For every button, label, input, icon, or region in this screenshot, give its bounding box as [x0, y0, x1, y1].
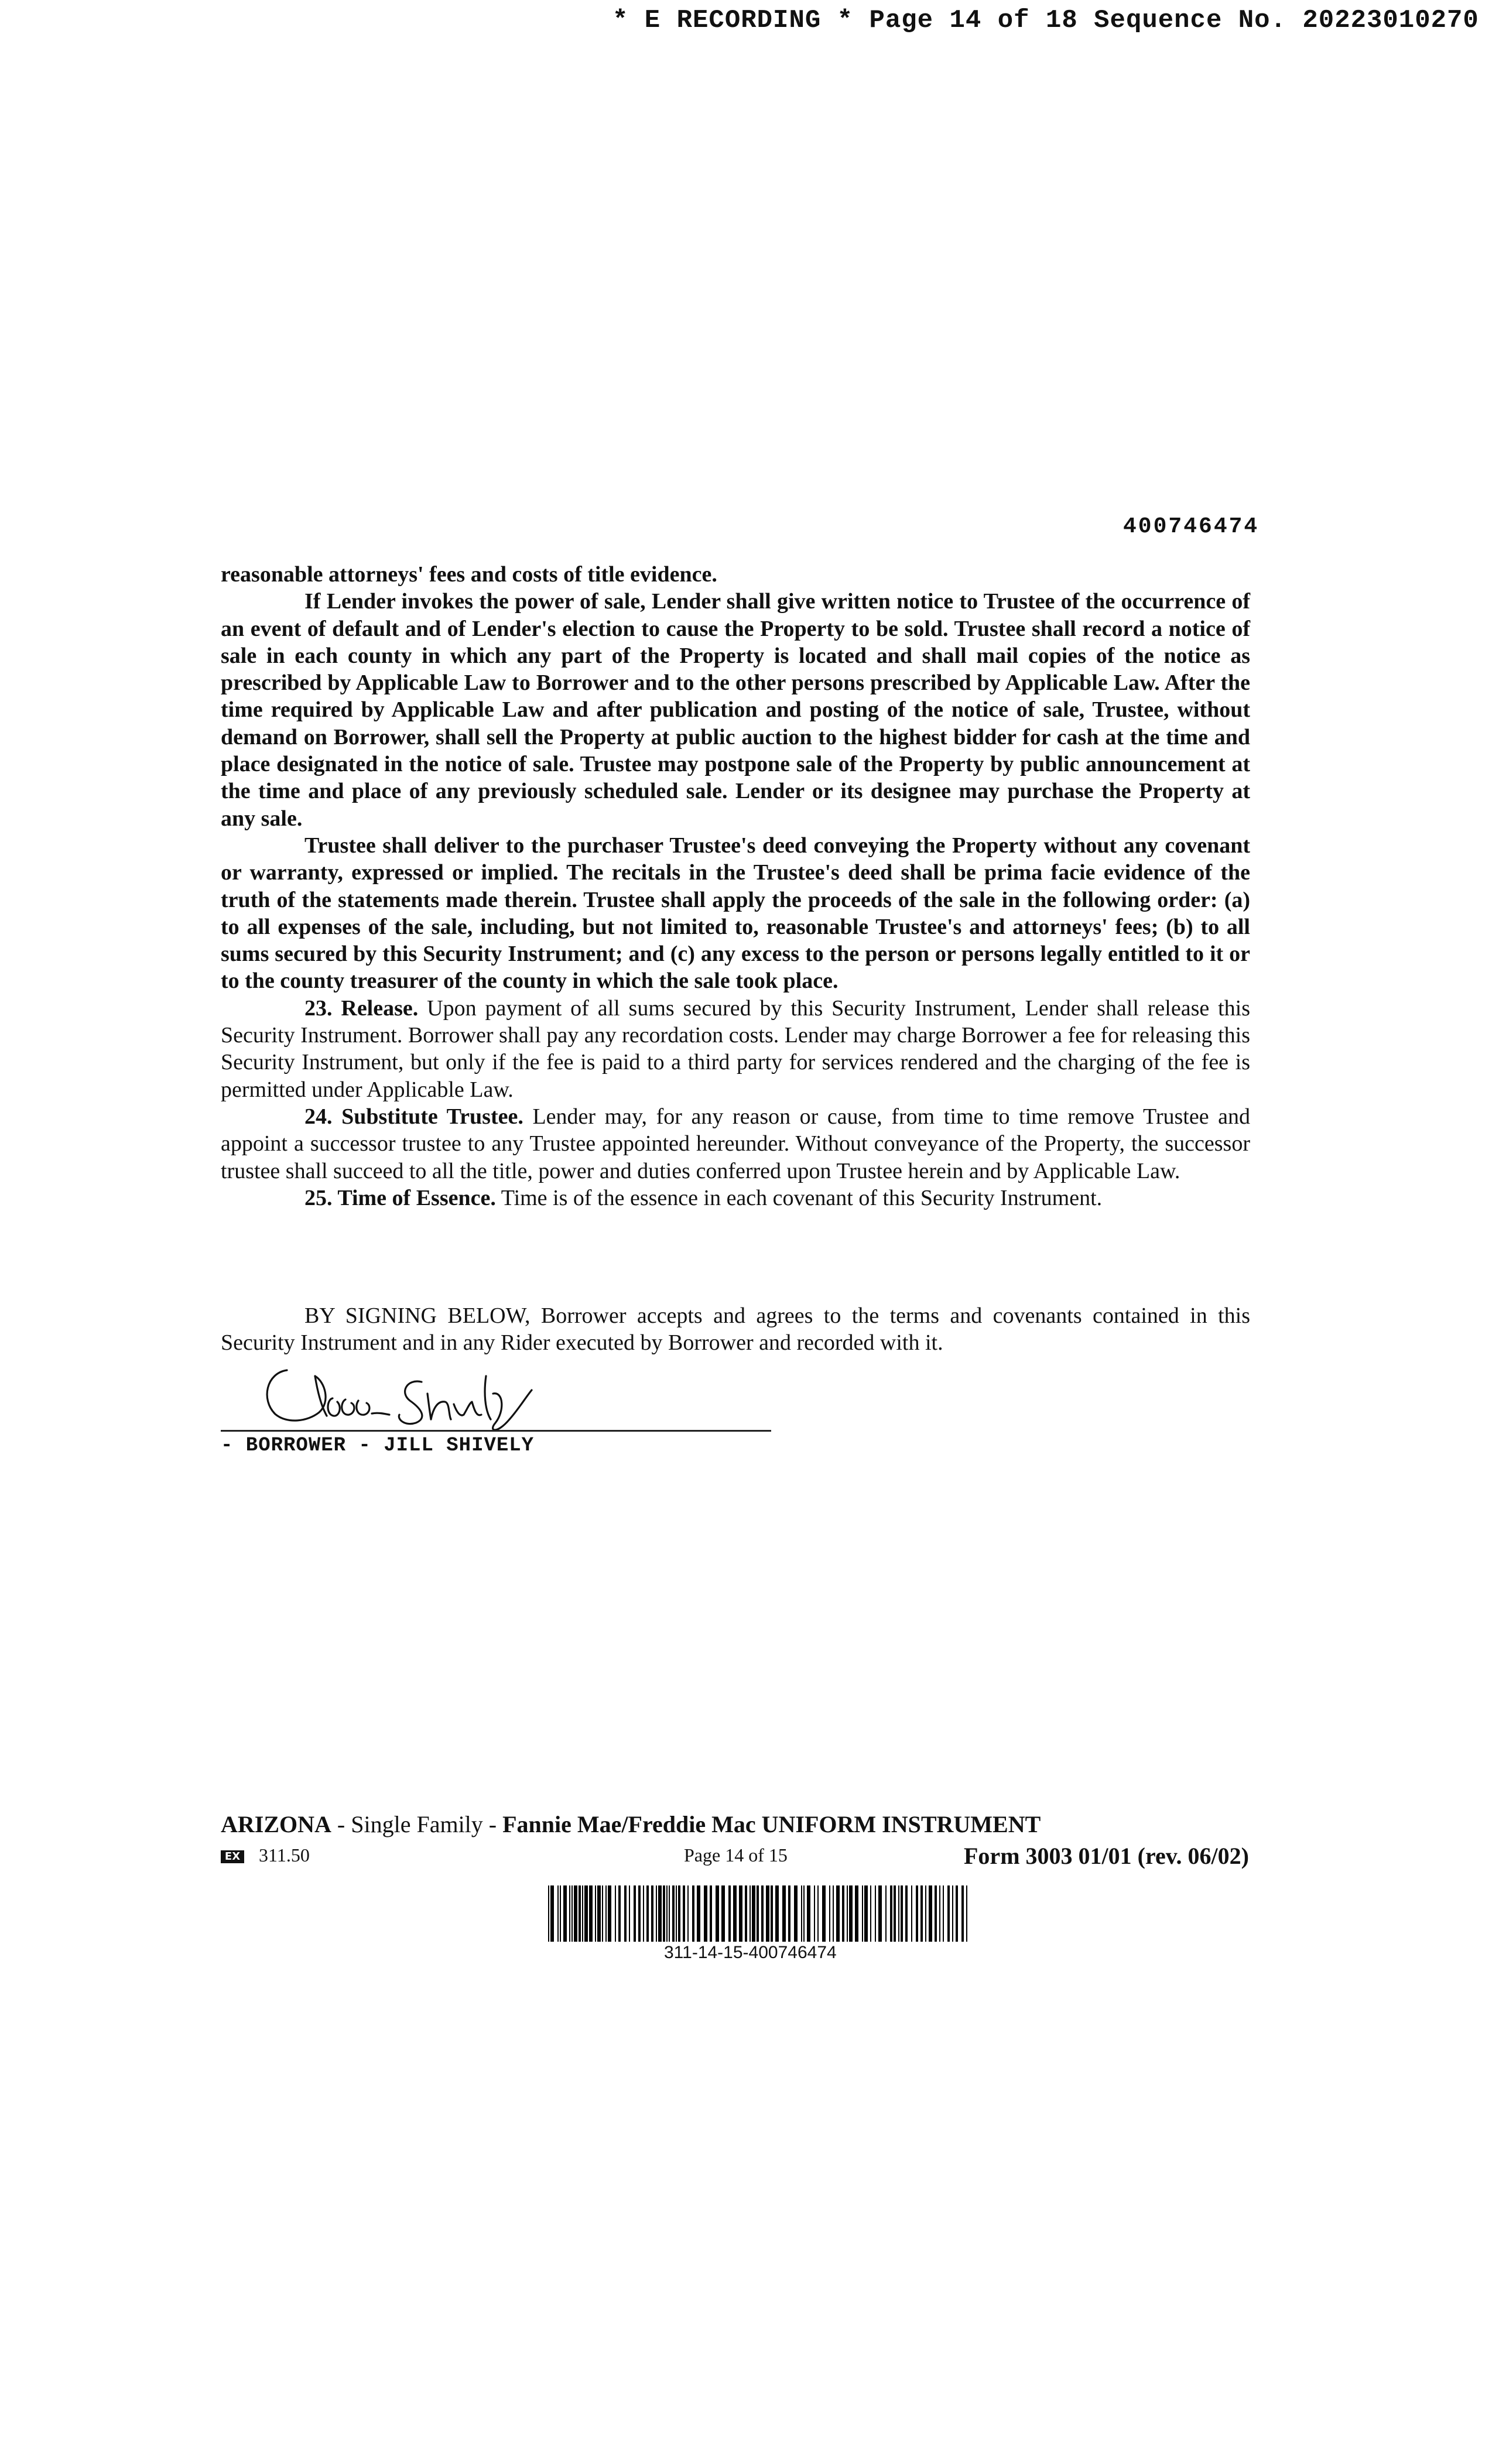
barcode-bar [761, 1885, 764, 1942]
barcode-bar [966, 1885, 967, 1942]
barcode-bar [710, 1885, 712, 1942]
barcode-bar [687, 1885, 689, 1942]
barcode-bar [929, 1885, 932, 1942]
form-badge-icon: EX [221, 1850, 244, 1863]
barcode-bar [721, 1885, 725, 1942]
section-24-heading: 24. Substitute Trustee. [304, 1104, 523, 1129]
barcode-bar [961, 1885, 964, 1942]
barcode-bar [716, 1885, 719, 1942]
barcode-bar [550, 1885, 554, 1942]
barcode-bar [803, 1885, 805, 1942]
barcode-bar [608, 1885, 611, 1942]
barcode-bar [890, 1885, 892, 1942]
signature-line [221, 1430, 771, 1432]
section-24-text: Lender may, for any reason or cause, from time to time remove Trustee and appoint a successor trustee to any Trustee appointed hereunder. Without conveyance of the Property, the successor trustee shall succeed to all the title, power and duties conferred upon Trustee herein and by Applicable Law. [221, 1104, 1250, 1183]
barcode-bar [916, 1885, 918, 1942]
barcode-bar [615, 1885, 616, 1942]
barcode-bar [847, 1885, 848, 1942]
barcode-bar [752, 1885, 755, 1942]
section-23-heading: 23. Release. [304, 995, 419, 1021]
paragraph-attorneys-fees: reasonable attorneys' fees and costs of title evidence. [221, 562, 717, 587]
barcode-bar [584, 1885, 588, 1942]
barcode-bar [898, 1885, 899, 1942]
borrower-signature [252, 1358, 556, 1440]
recording-header: * E RECORDING * Page 14 of 18 Sequence No. 20223010270 [612, 6, 1479, 35]
barcode-bar [807, 1885, 810, 1942]
barcode-bar [579, 1885, 581, 1942]
loan-number: 400746474 [1123, 514, 1260, 539]
barcode-bar [788, 1885, 790, 1942]
barcode-bar [638, 1885, 641, 1942]
section-25-text: Time is of the essence in each covenant of this Security Instrument. [501, 1185, 1103, 1210]
barcode-bar [560, 1885, 561, 1942]
barcode-bar [646, 1885, 649, 1942]
barcode-bar [574, 1885, 577, 1942]
barcode-bar [862, 1885, 863, 1942]
section-24-substitute-trustee [221, 1103, 1250, 1185]
barcode-bar [678, 1885, 680, 1942]
barcode-bar [669, 1885, 670, 1942]
barcode-bar [663, 1885, 665, 1942]
barcode-bar [939, 1885, 940, 1942]
barcode-bar [563, 1885, 567, 1942]
form-title [221, 1811, 1041, 1838]
barcode-bar [956, 1885, 958, 1942]
barcode-bar [901, 1885, 903, 1942]
document-body [221, 561, 1250, 1212]
barcode-bar [911, 1885, 912, 1942]
barcode-bar [875, 1885, 876, 1942]
barcode-bar [629, 1885, 630, 1942]
barcode-bar [618, 1885, 621, 1942]
section-23-release [221, 995, 1250, 1103]
barcode-bar [548, 1885, 549, 1942]
barcode-bar [589, 1885, 593, 1942]
barcode-bar [704, 1885, 707, 1942]
barcode-bar [885, 1885, 887, 1942]
barcode-bar [672, 1885, 675, 1942]
barcode-bar [582, 1885, 583, 1942]
barcode-bar [947, 1885, 950, 1942]
barcode-bar [624, 1885, 627, 1942]
form-title-instrument: Fannie Mae/Freddie Mac UNIFORM INSTRUMENT [502, 1811, 1041, 1837]
barcode-bar [557, 1885, 559, 1942]
barcode-bar [794, 1885, 798, 1942]
form-code: 311.50 [259, 1844, 310, 1866]
barcode-bar [766, 1885, 769, 1942]
barcode-bar [728, 1885, 731, 1942]
barcode-bar [801, 1885, 802, 1942]
form-title-state: ARIZONA [221, 1811, 331, 1837]
section-23-text: Upon payment of all sums secured by this Security Instrument, Lender shall release this Security Instrument. Borrower shall pay any recordation costs. Lender may charge Borrower a fee for releasing this Security Instrument, but only if the fee is paid to a third party for services rendered and the charging of the fee is permitted under Applicable Law. [221, 995, 1251, 1102]
barcode-bar [683, 1885, 685, 1942]
footer-page-number: Page 14 of 15 [684, 1844, 788, 1866]
barcode-bar [658, 1885, 662, 1942]
barcode-bar [842, 1885, 844, 1942]
section-25-heading: 25. Time of Essence. [304, 1185, 496, 1210]
barcode-bar [571, 1885, 573, 1942]
barcode-bar [733, 1885, 737, 1942]
barcode-bar [935, 1885, 937, 1942]
form-title-single-family: - Single Family - [331, 1811, 503, 1837]
barcode-bar [775, 1885, 779, 1942]
barcode-bar [855, 1885, 858, 1942]
paragraph-trustee-deed: Trustee shall deliver to the purchaser Trustee's deed conveying the Property without any covenant or warranty, expressed or implied. The recitals in the Trustee's deed shall be prima facie evidence of the truth of the statements made therein. Trustee shall apply the proceeds of the sale in the following order: (a) to all expenses of the sale, including, but not limited to, reasonable Trustee's and attorneys' fees; (b) to all sums secured by this Security Instrument; and (c) any excess to the person or persons legally entitled to it or to the county treasurer of the county in which the sale took place. [221, 833, 1250, 994]
barcode-bar [651, 1885, 653, 1942]
barcode-bar [605, 1885, 607, 1942]
barcode-icon [548, 1885, 970, 1942]
barcode-bar [952, 1885, 953, 1942]
barcode-bar [692, 1885, 694, 1942]
barcode-bar [814, 1885, 815, 1942]
section-25-time-of-essence [221, 1185, 1250, 1212]
borrower-label: - BORROWER - JILL SHIVELY [221, 1435, 535, 1457]
barcode-bar [920, 1885, 923, 1942]
barcode-bar [849, 1885, 853, 1942]
signing-statement [221, 1302, 1250, 1356]
barcode-bar [905, 1885, 908, 1942]
barcode-bar [597, 1885, 601, 1942]
barcode-bar [870, 1885, 871, 1942]
barcode-bar [836, 1885, 840, 1942]
barcode-bar [750, 1885, 751, 1942]
paragraph-power-of-sale: If Lender invokes the power of sale, Lender shall give written notice to Trustee of the occurrence of an event of default and of Lender's election to cause the Property to be sold. Trustee shall record a notice of sale in each county in which any part of the Property is located and shall mail copies of the notice as prescribed by Applicable Law to Borrower and to the other persons prescribed by Applicable Law. After the time required by Applicable Law and after publication and posting of the notice of sale, Trustee, without demand on Borrower, shall sell the Property at public auction to the highest bidder for cash at the time and place designated in the notice of sale. Trustee may postpone sale of the Property by public announcement at the time and place of any previously scheduled sale. Lender or its designee may purchase the Property at any sale. [221, 589, 1250, 831]
barcode-bar [656, 1885, 657, 1942]
barcode-bar [894, 1885, 896, 1942]
barcode-bar [569, 1885, 570, 1942]
barcode-bar [833, 1885, 834, 1942]
barcode-bar [666, 1885, 668, 1942]
barcode-bar [757, 1885, 759, 1942]
barcode-bar [782, 1885, 786, 1942]
barcode-bar [739, 1885, 742, 1942]
barcode-bar [634, 1885, 636, 1942]
barcode-bar [943, 1885, 944, 1942]
barcode-bar [595, 1885, 596, 1942]
barcode-text: 311-14-15-400746474 [664, 1943, 837, 1962]
barcode-bar [771, 1885, 773, 1942]
barcode-bar [745, 1885, 747, 1942]
barcode-bar [697, 1885, 700, 1942]
barcode-bar [822, 1885, 826, 1942]
form-number: Form 3003 01/01 (rev. 06/02) [964, 1843, 1249, 1869]
barcode-bar [676, 1885, 677, 1942]
barcode-bar [817, 1885, 819, 1942]
barcode-bar [878, 1885, 882, 1942]
barcode-bar [925, 1885, 926, 1942]
barcode-bar [602, 1885, 603, 1942]
barcode-bar [829, 1885, 830, 1942]
barcode-bar [643, 1885, 644, 1942]
barcode-bar [864, 1885, 868, 1942]
signing-statement-text: BY SIGNING BELOW, Borrower accepts and agrees to the terms and covenants contained in this Security Instrument and in any Rider executed by Borrower and recorded with it. [221, 1303, 1250, 1355]
